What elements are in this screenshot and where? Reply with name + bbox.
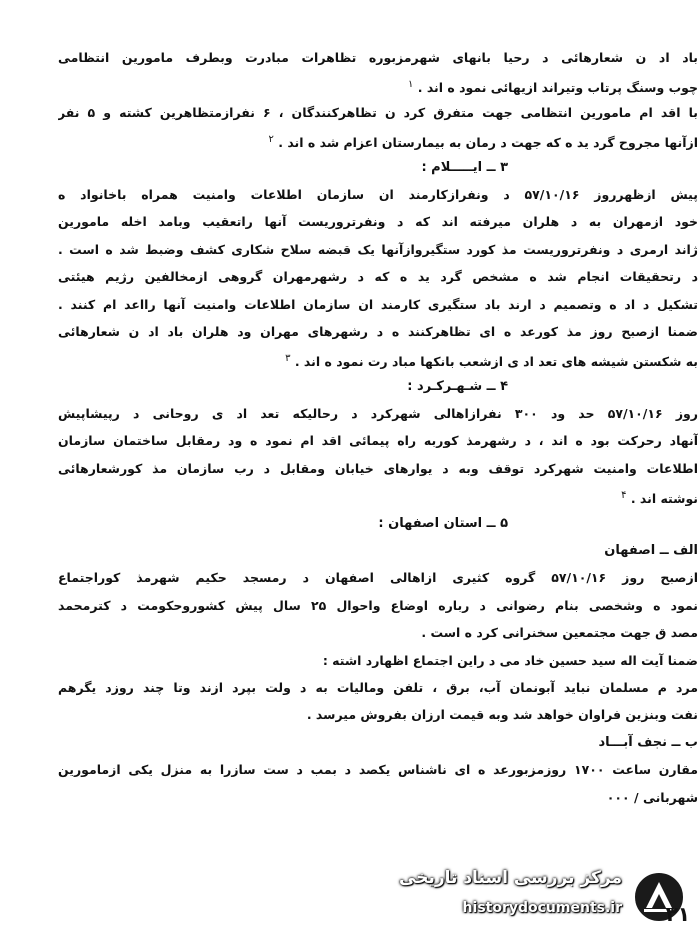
document-line: اطلاعات وامنیت شهرکرد توقف وبه د یوارهای خیابان ومقابل د رب سازمان مذ کورشعارهائی bbox=[58, 460, 698, 476]
document-line: آنهاد رحرکت بود ه اند ، د رشهرمذ کوربه راه پیمائی اقد ام نمود ه ود رمقابل ساختمان سازمان bbox=[58, 433, 698, 449]
document-line: چوب وسنگ پرتاب وتیراند ازیهائی نمود ه اند . $^۱$ bbox=[408, 79, 698, 96]
document-line: د رتحقیقات انجام شد ه مشخص گرد ید ه که د رشهرمهران گروهی ازمخالفین رژیم هیئتی bbox=[58, 269, 698, 285]
document-line: ژاند ارمری د ونفرتروریست مذ کورد ستگیروازآنها یک قبضه سلاح شکاری کشف وضبط شد ه است . bbox=[58, 241, 698, 257]
document-line: مرد م مسلمان نباید آبونمان آب، برق ، تلفن ومالیات به د ولت بپرد ازند وتا چند روزد یگرهم bbox=[58, 679, 698, 695]
document-line: به شکستن شیشه های تعد اد ی ازشعب بانکها مباد رت نمود ه اند . $^۳$ bbox=[285, 353, 698, 370]
footnote-mark: ۴ bbox=[621, 490, 627, 502]
subsection-heading: الف ــ اصفهان bbox=[604, 543, 698, 559]
section-heading: ۴ ــ شـهـرکـرد : bbox=[407, 378, 508, 394]
watermark bbox=[399, 866, 692, 928]
section-heading: ۳ ــ ایـــــلام : bbox=[421, 159, 508, 175]
document-line: ازآنها مجروح گرد ید ه که جهت د رمان به بیمارستان اعزام شد ه اند . $^۲$ bbox=[268, 134, 698, 151]
document-body bbox=[58, 44, 698, 811]
page-number: ۳۱ bbox=[665, 902, 690, 926]
watermark-url: historydocuments.ir bbox=[462, 900, 622, 916]
footnote-mark: ۱ bbox=[408, 79, 414, 91]
document-line: با اقد ام مامورین انتظامی جهت متفرق کرد ن تظاهرکنندگان ، ۶ نفرازمتظاهرین کشته و ۵ نفر bbox=[58, 104, 698, 120]
section-heading: ۵ ــ استان اصفهان : bbox=[378, 515, 508, 531]
document-line: تشکیل د اد ه وتصمیم د ارند باد ستگیری کارمند ان سازمان اطلاعات وامنیت آنها رااعد ام کنند . bbox=[58, 296, 698, 312]
document-line: باد اد ن شعارهائی د رحیا بانهای شهرمزبوره تظاهرات مبادرت وبطرف مامورین انتظامی bbox=[58, 50, 698, 65]
document-line: مصد ق جهت مجتمعین سخنرانی کرد ه است . bbox=[421, 625, 698, 641]
watermark-title: مرکز بررسی اسناد تاریخی bbox=[399, 868, 622, 888]
document-line: روز ۵۷/۱۰/۱۶ حد ود ۳۰۰ نفرازاهالی شهرکرد د رحالیکه تعد اد ی روحانی د رپیشاپیش bbox=[58, 406, 698, 422]
document-line: نوشته اند . $^۴$ bbox=[621, 490, 698, 507]
document-line: نفت وبنزین فراوان خواهد شد وبه قیمت ارزان بفروش میرسد . bbox=[306, 707, 698, 723]
footnote-mark: ۳ bbox=[285, 353, 291, 365]
document-line: ضمنا آیت اله سید حسین خاد می د راین اجتماع اظهارد اشته : bbox=[322, 652, 698, 668]
document-line: ضمنا ازصبح روز مذ کورعد ه ای تظاهرکنند ه د رشهرهای مهران ود هلران باد اد ن شعارهائی bbox=[58, 323, 698, 339]
document-line: خود ازمهران به د هلران میرفته اند که د ونفرتروریست آنها راتعقیب وبامد اخله مامورین bbox=[58, 214, 698, 230]
document-line: شهربانی / ۰۰۰ bbox=[606, 789, 698, 805]
document-line: مقارن ساعت ۱۷۰۰ روزمزبورعد ه ای ناشناس یکصد د بمب د ست سازرا به منزل یکی ازمامورین bbox=[58, 762, 698, 778]
document-line: پیش ازظهرروز ۵۷/۱۰/۱۶ د ونفرازکارمند ان سازمان اطلاعات وامنیت همراه باخانواد ه bbox=[58, 186, 698, 202]
document-line: ازصبح روز ۵۷/۱۰/۱۶ گروه کثیری ازاهالی اصفهان د رمسجد حکیم شهرمذ کوراجتماع bbox=[58, 570, 698, 586]
subsection-heading: ب ــ نجف آبـــاد bbox=[598, 734, 698, 750]
document-line: نمود ه وشخصی بنام رضوانی د رباره اوضاع واحوال ۲۵ سال پیش کشوروحکومت د کترمحمد bbox=[58, 597, 698, 613]
footnote-mark: ۲ bbox=[268, 134, 274, 146]
